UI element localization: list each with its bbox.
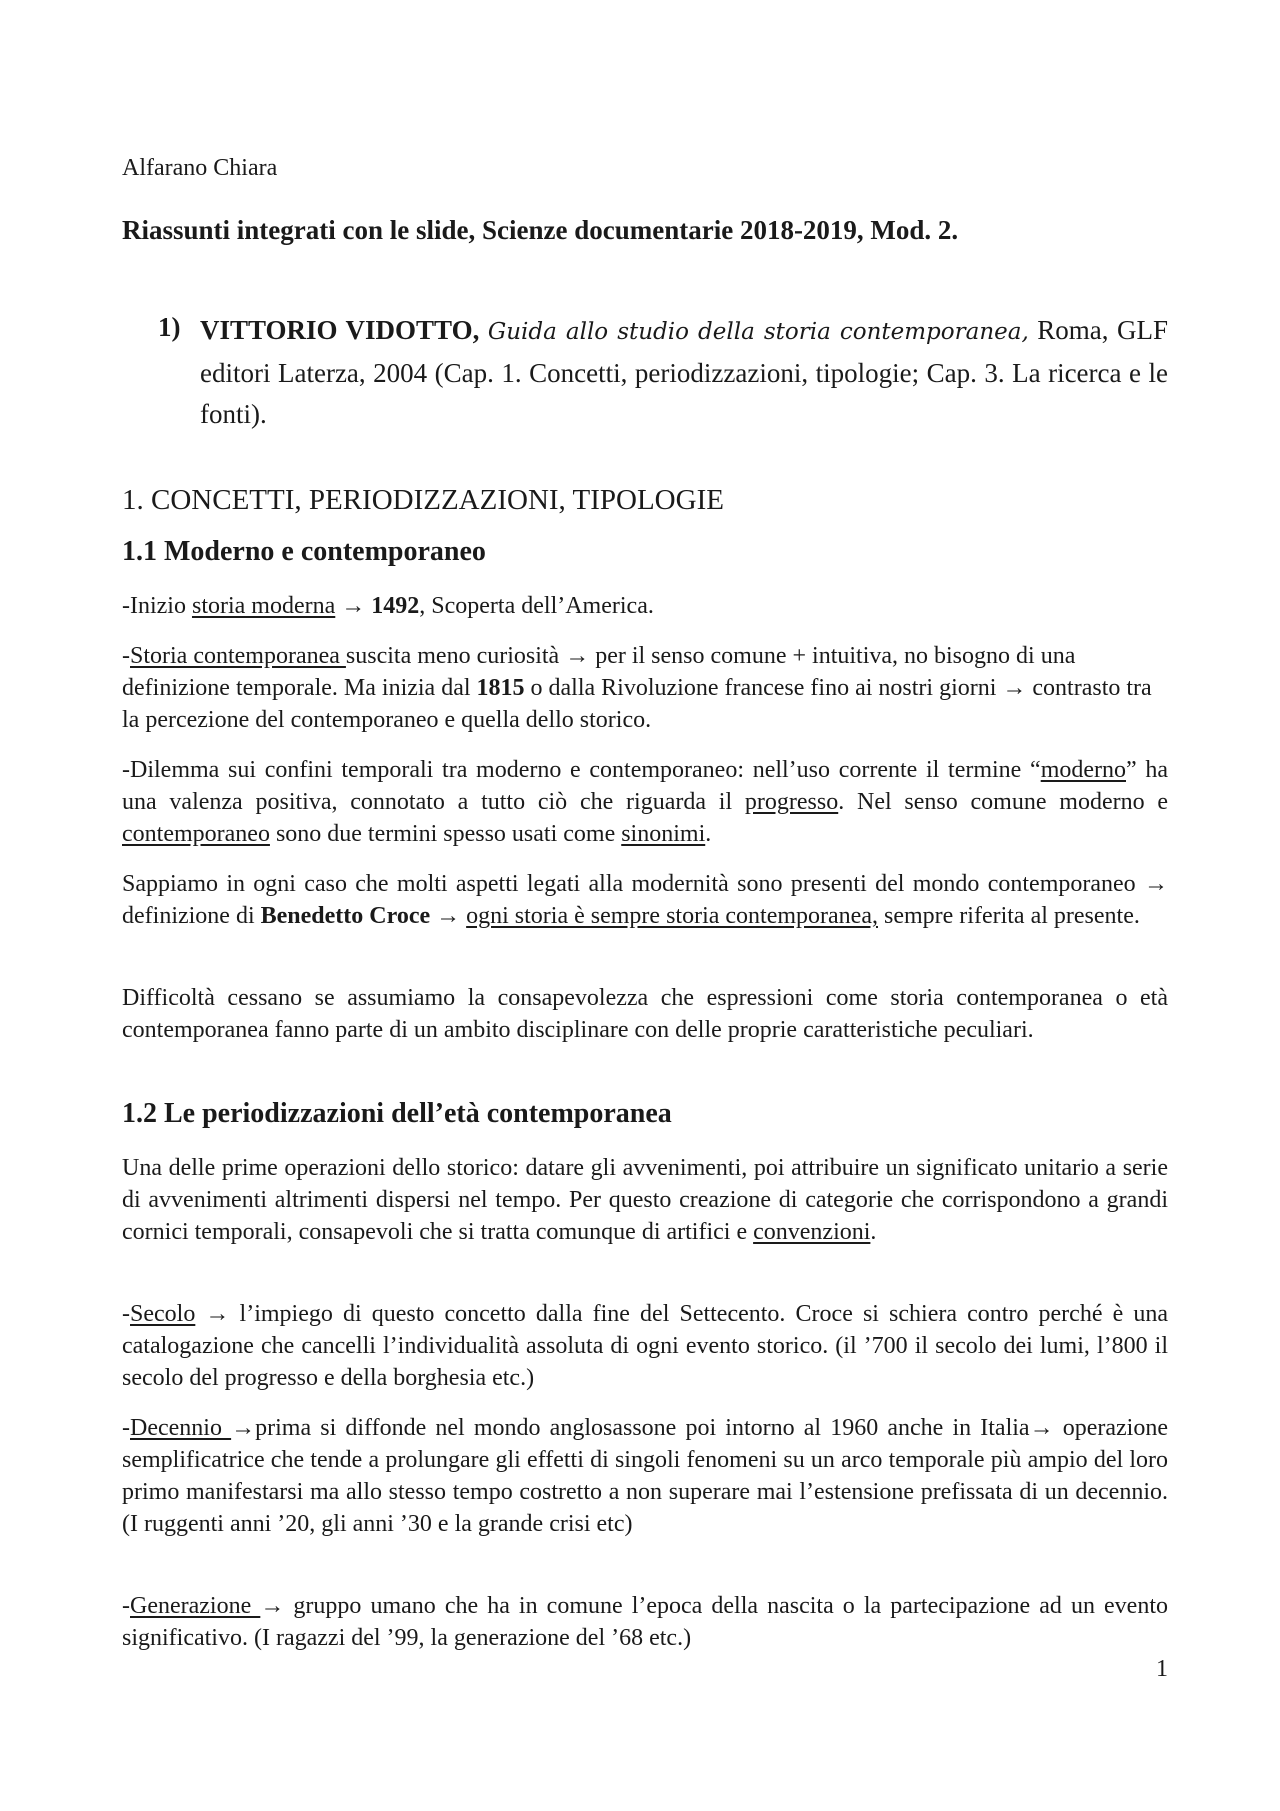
reference-book-title: Guida allo studio della storia contemporanea, bbox=[487, 319, 1029, 345]
reference-text bbox=[200, 310, 1168, 435]
paragraph: Difficoltà cessano se assumiamo la consapevolezza che espressioni come storia contemporanea o età contemporanea fanno parte di un ambito disciplinare con delle proprie caratteristiche peculiari. bbox=[122, 985, 1168, 1043]
paragraph: -Secolo → l’impiego di questo concetto dalla fine del Settecento. Croce si schiera contro perché è una catalogazione che cancelli l’individualità assoluta di ogni evento storico. (il ’700 il secolo dei lumi, l’800 il secolo del progresso e della borghesia etc.) bbox=[122, 1301, 1168, 1391]
document-title: Riassunti integrati con le slide, Scienze documentarie 2018-2019, Mod. 2. bbox=[122, 215, 959, 245]
paragraph: -Storia contemporanea suscita meno curiosità → per il senso comune + intuitiva, no bisogno di una definizione temporale. Ma inizia dal 1815 o dalla Rivoluzione francese fino ai nostri giorni → contrasto tra la percezione del contemporaneo e quella dello storico. bbox=[122, 643, 1152, 733]
paragraph: -Decennio →prima si diffonde nel mondo anglosassone poi intorno al 1960 anche in Italia→ operazione semplificatrice che tende a prolungare gli effetti di singoli fenomeni su un arco temporale più ampio del loro primo manifestarsi ma allo stesso tempo costretto a non superare mai l’estensione prefissata di un decennio. (I ruggenti anni ’20, gli anni ’30 e la grande crisi etc) bbox=[122, 1415, 1168, 1537]
subsection-heading-1-2: 1.2 Le periodizzazioni dell’età contemporanea bbox=[122, 1098, 672, 1129]
page-number: 1 bbox=[1156, 1656, 1168, 1682]
paragraph: Una delle prime operazioni dello storico: datare gli avvenimenti, poi attribuire un significato unitario a serie di avvenimenti altrimenti dispersi nel tempo. Per questo creazione di categorie che corrispondono a grandi cornici temporali, consapevoli che si tratta comunque di artifici e convenzioni. bbox=[122, 1155, 1168, 1245]
reference-details: Roma, GLF editori Laterza, 2004 (Cap. 1. Concetti, periodizzazioni, tipologie; Cap. 3. La ricerca e le fonti). bbox=[200, 315, 1169, 429]
paragraph: -Inizio storia moderna → 1492, Scoperta dell’America. bbox=[122, 593, 654, 619]
subsection-heading-1-1: 1.1 Moderno e contemporaneo bbox=[122, 536, 486, 567]
reference-author: VITTORIO VIDOTTO, bbox=[200, 315, 480, 345]
paragraph: -Dilemma sui confini temporali tra moderno e contemporaneo: nell’uso corrente il termine “moderno” ha una valenza positiva, connotato a tutto ciò che riguarda il progresso. Nel senso comune moderno e contemporaneo sono due termini spesso usati come sinonimi. bbox=[122, 757, 1169, 847]
paragraph: -Generazione → gruppo umano che ha in comune l’epoca della nascita o la partecipazione ad un evento significativo. (I ragazzi del ’99, la generazione del ’68 etc.) bbox=[122, 1593, 1168, 1651]
section-heading: 1. CONCETTI, PERIODIZZAZIONI, TIPOLOGIE bbox=[122, 484, 724, 516]
author-name: Alfarano Chiara bbox=[122, 155, 278, 181]
paragraph: Sappiamo in ogni caso che molti aspetti legati alla modernità sono presenti del mondo contemporaneo → definizione di Benedetto Croce → ogni storia è sempre storia contemporanea, sempre riferita al presente. bbox=[122, 871, 1168, 929]
reference-number: 1) bbox=[158, 312, 181, 342]
